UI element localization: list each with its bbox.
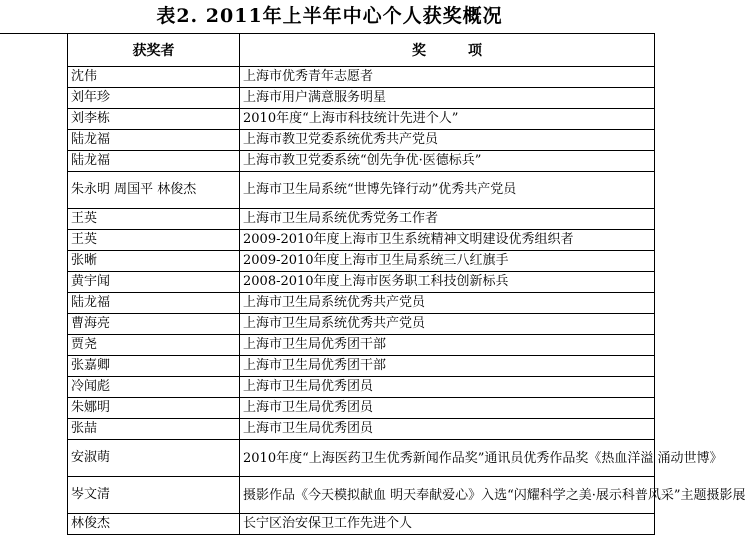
table-row [68,440,655,477]
award-cell: 2009-2010年度上海市卫生局系统三八红旗手 [240,251,655,272]
awardee-cell: 刘李栋 [68,109,240,130]
award-cell: 上海市教卫党委系统优秀共产党员 [240,130,655,151]
award-cell: 2010年度“上海市科技统计先进个人” [240,109,655,130]
awardee-cell: 王英 [68,209,240,230]
table-row [68,293,655,314]
awardee-cell: 陆龙福 [68,293,240,314]
table-title: 表2. 2011年上半年中心个人获奖概况 [156,5,503,27]
awardee-cell: 朱娜明 [68,398,240,419]
awardee-cell: 黄宇闻 [68,272,240,293]
award-cell: 上海市卫生局优秀团员 [240,377,655,398]
awardee-cell: 刘年珍 [68,88,240,109]
award-cell: 上海市卫生局优秀团干部 [240,335,655,356]
awardee-cell: 张喆 [68,419,240,440]
header-awardee: 获奖者 [68,34,240,67]
award-cell: 上海市卫生局系统优秀共产党员 [240,314,655,335]
table-row [68,335,655,356]
awardee-cell: 贾尧 [68,335,240,356]
award-cell: 上海市卫生局优秀团员 [240,398,655,419]
award-cell: 上海市卫生局系统“世博先锋行动”优秀共产党员 [240,172,655,209]
left-margin-rule [0,33,67,535]
award-cell: 上海市教卫党委系统“创先争优·医德标兵” [240,151,655,172]
award-cell: 摄影作品《今天模拟献血 明天奉献爱心》入选“闪耀科学之美·展示科普风采”主题摄影展 [240,477,655,514]
award-cell: 上海市卫生局优秀团员 [240,419,655,440]
table-row [68,377,655,398]
table-row [68,398,655,419]
award-cell: 2009-2010年度上海市卫生系统精神文明建设优秀组织者 [240,230,655,251]
table-row [68,151,655,172]
awardee-cell: 王英 [68,230,240,251]
table-row [68,230,655,251]
awardee-cell: 岑文清 [68,477,240,514]
award-cell: 2010年度“上海医药卫生优秀新闻作品奖”通讯员优秀作品奖《热血洋溢 涌动世博》 [240,440,655,477]
awardee-cell: 安淑萌 [68,440,240,477]
table-row [68,419,655,440]
table-row [68,172,655,209]
header-row [68,34,655,67]
table-row [68,209,655,230]
awardee-cell: 张嘉卿 [68,356,240,377]
table-row [68,272,655,293]
award-cell: 上海市卫生局优秀团干部 [240,356,655,377]
table-row [68,477,655,514]
award-cell: 上海市优秀青年志愿者 [240,67,655,88]
table-row [68,251,655,272]
award-cell: 上海市用户满意服务明星 [240,88,655,109]
table-row [68,514,655,535]
awardee-cell: 张晰 [68,251,240,272]
awardee-cell: 陆龙福 [68,151,240,172]
award-cell: 上海市卫生局系统优秀党务工作者 [240,209,655,230]
table-row [68,130,655,151]
award-cell: 2008-2010年度上海市医务职工科技创新标兵 [240,272,655,293]
awards-table [67,33,746,535]
table-row [68,67,655,88]
award-cell: 上海市卫生局系统优秀共产党员 [240,293,655,314]
table-row [68,314,655,335]
awardee-cell: 陆龙福 [68,130,240,151]
table-row [68,356,655,377]
header-award: 奖 项 [240,34,655,67]
award-cell: 长宁区治安保卫工作先进个人 [240,514,655,535]
awardee-cell: 林俊杰 [68,514,240,535]
awardee-cell: 沈伟 [68,67,240,88]
awardee-cell: 曹海亮 [68,314,240,335]
awardee-cell: 朱永明 周国平 林俊杰 [68,172,240,209]
table-row [68,88,655,109]
table-row [68,109,655,130]
awardee-cell: 冷闻彪 [68,377,240,398]
